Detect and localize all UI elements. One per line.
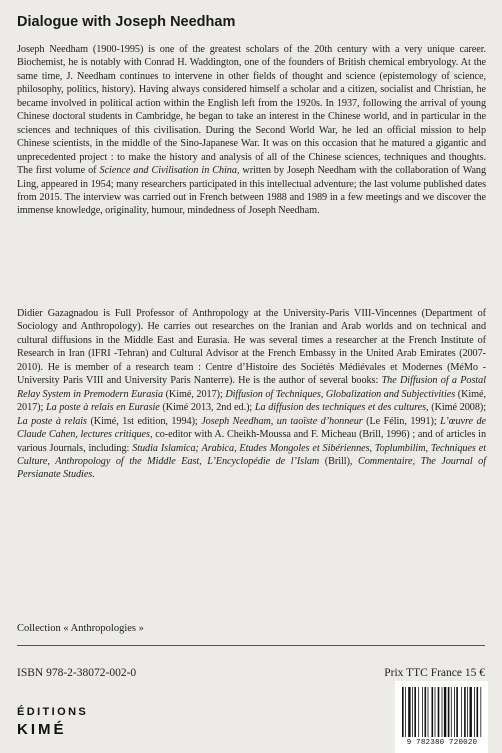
bio-book-title: La poste à relais: [17, 415, 87, 427]
bio-text: (Kimé, 1st edition, 1994);: [86, 415, 202, 427]
barcode: [395, 681, 488, 753]
bio-book-title: The Diffusion of a Postal Relay System in Premodern Eurasia: [17, 375, 486, 400]
publisher-logo-line2: KIMÉ: [17, 721, 67, 738]
description-book-title: Science and Civilisation in China,: [99, 165, 240, 177]
barcode-digits: 9 782380 720020: [406, 739, 478, 747]
description-text-2: written by Joseph Needham with the collaboration of Wang Ling, appeared in 1954; many researchers participated in this intellectual adventure; the last volume published dates from 2015. The interview was carried out in French between 1988 and 1989 in a few meetings and we discover the immense knowledge, originality, humour, mindedness of Joseph Needham.: [17, 165, 487, 217]
book-description: [17, 43, 486, 218]
publisher-logo-line1: ÉDITIONS: [17, 706, 89, 718]
author-bio: [17, 307, 486, 482]
bio-text: (Kimé, 2017);: [163, 388, 226, 400]
bio-text: (Brill),: [319, 455, 358, 467]
bio-text: (Le Félin, 1991);: [362, 415, 441, 427]
bio-journal-list: Studia Islamica; Arabica, Etudes Mongoles et Sibériennes, Toplumbilim, Techniques et Culture, Anthropology of the Middle East, L’Encyclopédie de l’Islam: [17, 442, 486, 467]
bio-journal-list: Commentaire, The Journal of Persianate Studies.: [17, 455, 486, 481]
collection-label: Collection « Anthropologies »: [17, 623, 144, 634]
bio-text: Didier Gazagnadou is Full Professor of Anthropology at the University-Paris VIII-Vincennes (Department of Sociology and Anthropology). He carries out researches on the Iranian and Arab worlds and on technical and cultural diffusions in the Middle East and Eurasia. He was several times a researcher at the French Institute of Research in Iran (IFRI -Tehran) and Cultural Advisor at the French Embassy in the United Arab Emirates (2007-2010). He is member of a research team : Centre d’Histoire des Sociétés Médiévales et Modernes (MéMo - University Paris VIII and University Paris Nanterre). He is the author of several books:: [17, 308, 486, 387]
divider: [17, 645, 485, 646]
bio-book-title: Diffusion of Techniques, Globalization and Subjectivities: [225, 388, 456, 400]
bio-text: (Kimé 2013, 2nd ed.);: [159, 402, 255, 414]
book-title: Dialogue with Joseph Needham: [17, 14, 236, 30]
bio-text: co-editor with A. Cheikh-Moussa and F. Micheau (Brill, 1996) ; and of articles in various Journals, including:: [17, 429, 487, 454]
bio-book-title: L’œuvre de Claude Cahen, lectures critiques,: [17, 415, 486, 441]
description-text-1: Joseph Needham (1900-1995) is one of the greatest scholars of the 20th century with a very unique career. Biochemist, he is notably with Conrad H. Waddington, one of the founders of British chemical embryology. At the same time, J. Needham continues to intervene in other fields of thought and science (epistemology of science, philosophy, politics, history). Having always considered himself a scholar and a citizen, socialist and Christian, he became involved in political action within the English left from the 1920s. In 1937, following the arrival of young Chinese doctoral students in Cambridge, he began to take an interest in the Chinese world, and in particular in the sciences and techniques of this civilisation. During the Second World War, he led an official mission to help Chinese scientists, in the middle of the Sino-Japanese War. It was on this occasion that he matured a gigantic and unprecedented project : to make the history and analysis of all of the Chinese sciences, techniques and thoughts. The first volume of: [17, 44, 486, 177]
price: Prix TTC France 15 €: [384, 667, 485, 679]
bio-book-title: La poste à relais en Eurasie: [45, 402, 160, 414]
barcode-bars: [401, 687, 483, 739]
bio-book-title: La diffusion des techniques et des cultures,: [254, 402, 429, 414]
bio-book-title: Joseph Needham, un taoïste d’honneur: [201, 415, 363, 427]
bio-text: (Kimé, 2017);: [17, 388, 486, 414]
bio-text: (Kimé 2008);: [428, 402, 487, 414]
isbn: ISBN 978-2-38072-002-0: [17, 667, 137, 679]
